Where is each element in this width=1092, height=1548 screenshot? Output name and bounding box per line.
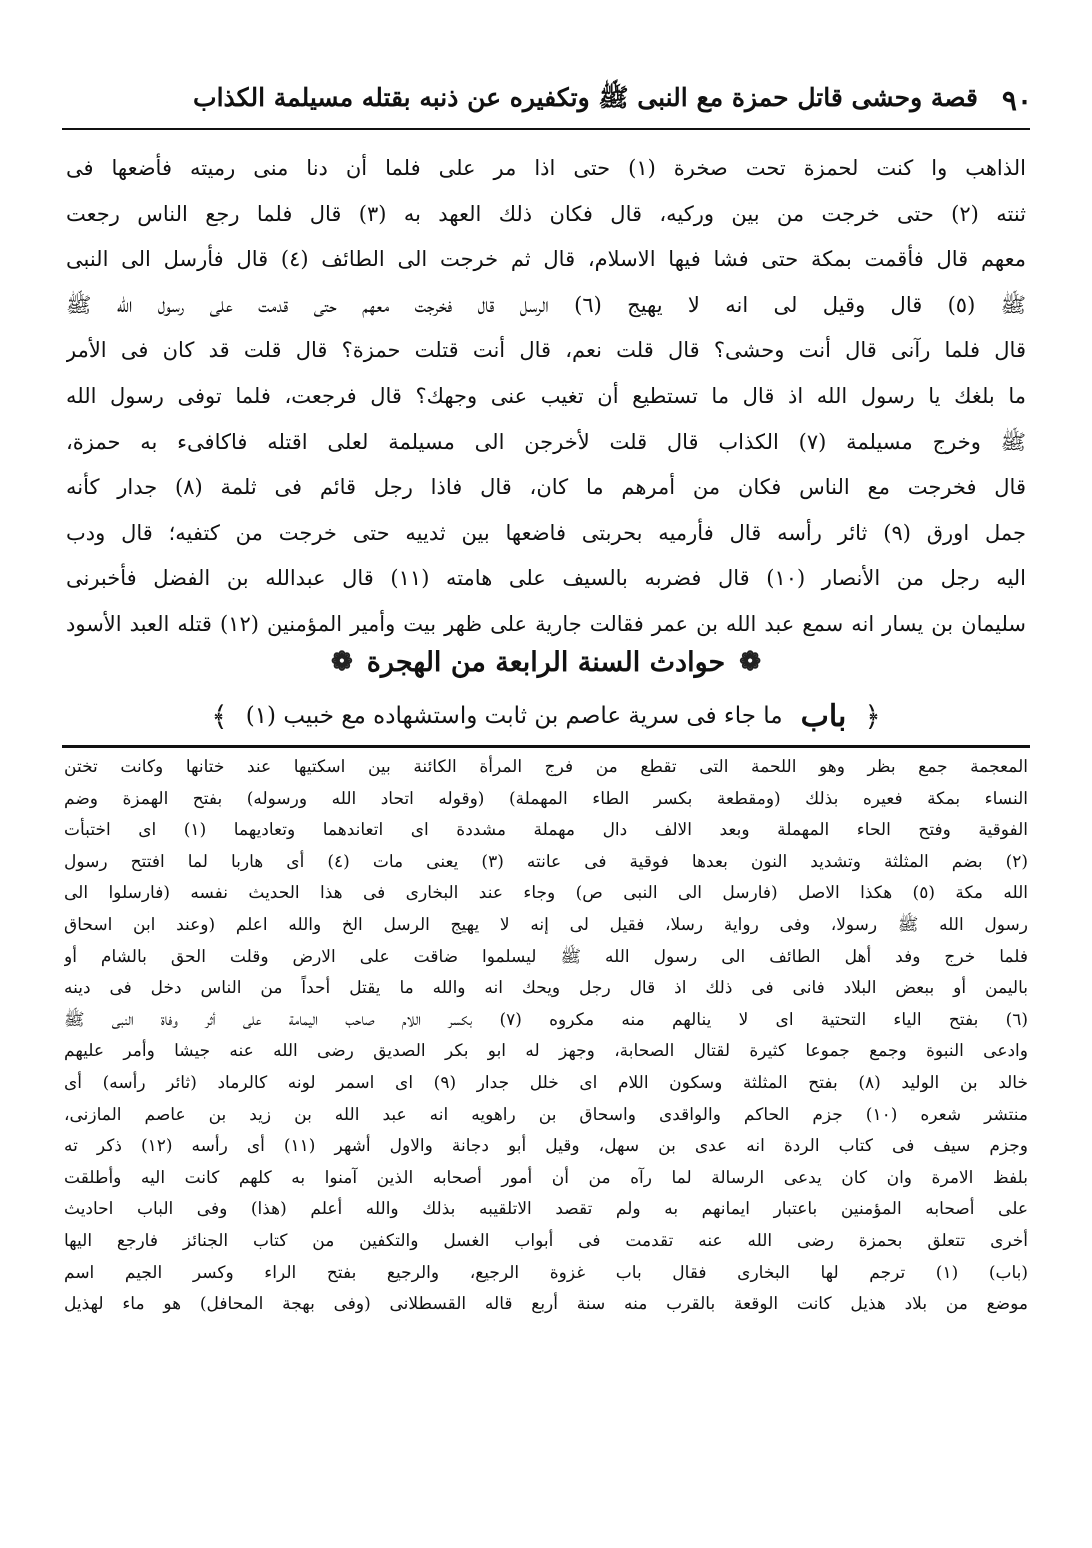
chapter-label: باب — [800, 698, 847, 734]
footnote-line: وادعى النبوة وجمع جموعا كثيرة لقتال الصحابة، وجهز له ابو بكر الصديق رضى الله عنه جيشا وأمر عليهم — [64, 1041, 1028, 1062]
brace-right-icon: ﴿ — [864, 699, 881, 733]
main-text-line: ﷺ وخرج مسيلمة (٧) الكذاب قال قلت لأخرجن الى مسيلمة لعلى اقتله فاكافىء به حمزة، — [66, 429, 1026, 454]
section-heading — [66, 640, 1026, 684]
ornament-right-icon: ❁ — [739, 647, 762, 677]
footnotes-block — [64, 752, 1028, 1321]
footnote-line: أخرى تتعلق بحمزة رضى الله عنه تقدمت فى أبواب الغسل والتكفين من كتاب الجنائز فارجع اليها — [64, 1230, 1028, 1251]
header-rule — [62, 128, 1030, 130]
page-number: ٩٠ — [1001, 83, 1032, 117]
footnote-rule — [62, 745, 1030, 748]
main-text-line: ﷺ (٥) قال وقيل لى انه لا يهيج (٦) الرسل قال فخرجت معهم حتى قدمت على رسول الله ﷺ — [66, 292, 1026, 317]
footnote-line: رسول الله ﷺ رسولا، وفى رواية رسلا، فقيل لى إنه لا يهيج الرسل الخ والله اعلم (وعند ابن اسحاق — [64, 914, 1028, 935]
footnote-line: منتشر شعره (١٠) جزم الحاكم والواقدى واسحاق بن راهويه انه عبد الله بن زيد بن عاصم المازنى، — [64, 1104, 1028, 1125]
footnote-line: الله مكة (٥) هكذا الاصل (فارسل الى النبى ص) وجاء عند البخارى فى هذا الحديث نفسه (فارسلوا الى — [64, 883, 1028, 904]
running-header — [90, 78, 1032, 122]
footnote-line: على أصحابه المؤمنين باعتبار ايمانهم به ولم تقصد الاتلقيبه بذلك والله أعلم (هذا) وفى الباب احاديث — [64, 1199, 1028, 1220]
main-text-line: قال فخرجت مع الناس فكان من أمرهم ما كان، قال فاذا رجل قائم فى ثلمة (٨) جدار كأنه — [66, 475, 1026, 500]
main-text-line: اليه رجل من الأنصار (١٠) قال فضربه بالسيف على هامته (١١) قال عبدالله بن الفضل فأخبرنى — [66, 566, 1026, 591]
brace-left-icon: ﴾ — [211, 699, 228, 733]
footnote-line: النساء بمكة فعيره بذلك (ومقطعة بكسر الطاء المهملة) (وقوله اتحاد الله ورسوله) بفتح الهمزة وضم — [64, 788, 1028, 809]
footnote-line: وجزم سيف فى كتاب الردة انه عدى بن سهل، وقيل أبو دجانة والاول أشهر (١١) أى رأسه (١٢) ذكر ته — [64, 1136, 1028, 1157]
main-text-line: ما بلغك يا رسول الله اذ قال ما تستطيع أن تغيب عنى وجهك؟ قال فرجعت، فلما توفى رسول الله — [66, 383, 1026, 408]
main-text-line: قال فلما رآنى قال أنت وحشى؟ قال قلت نعم، قال أنت قتلت حمزة؟ قال قلت قد كان فى الأمر — [66, 338, 1026, 363]
footnote-line: بلفظ الامرة وان كان يدعى الرسالة لما رآه من أن أمور أصحابه الذين آمنوا به كلهم كانت اليه وأطلقت — [64, 1167, 1028, 1188]
main-text-line: جمل اورق (٩) ثائر رأسه قال فأرميه بحربتى فاضعها بين ثدييه حتى خرجت من كتفيه؛ قال ودب — [66, 520, 1026, 545]
chapter-title: ما جاء فى سرية عاصم بن ثابت واستشهاده مع خبيب (١) — [245, 703, 783, 729]
section-heading-text: حوادث السنة الرابعة من الهجرة — [366, 646, 726, 678]
footnote-line: موضع من بلاد هذيل كانت الوقعة بالقرب منه سنة أربع قاله القسطلانى (وفى بهجة المحافل) هو ماء لهذيل — [64, 1294, 1028, 1315]
chapter-heading — [66, 694, 1026, 738]
running-title: قصة وحشى قاتل حمزة مع النبى ﷺ وتكفيره عن ذنبه بقتله مسيلمة الكذاب — [193, 82, 978, 112]
footnote-line: (٦) بفتح الياء التحتية اى لا ينالهم منه مكروه (٧) بكسر اللام صاحب اليمامة على أثر وفاة النبى ﷺ — [64, 1009, 1028, 1030]
footnote-line: (باب) (١) ترجم لها البخارى فقال باب غزوة الرجيع، والرجيع بفتح الراء وكسر الجيم اسم — [64, 1262, 1028, 1283]
main-text-line: الذاهب وا كنت لحمزة تحت صخرة (١) حتى اذا مر على فلما أن دنا منى رميته فأضعها فى — [66, 156, 1026, 180]
footnote-line: الفوقية وفتح الحاء المهملة وبعد الالف دال مهملة مشددة اى اتعاندهما وتعاديهما (١) اى اختبأت — [64, 820, 1028, 841]
main-text-line: سليمان بن يسار انه سمع عبد الله بن عمر فقالت جارية على ظهر بيت وأمير المؤمنين (١٢) قتله العبد الأسود — [66, 611, 1026, 636]
main-text-line: معهم قال فأقمت بمكة حتى فشا فيها الاسلام، قال ثم خرجت الى الطائف (٤) قال فأرسل الى النبى — [66, 247, 1026, 272]
main-text-block — [66, 146, 1026, 648]
footnote-line: المعجمة جمع بظر وهو اللحمة التى تقطع من فرج المرأة الكائنة بين اسكتيها عند ختانها وكانت تختن — [64, 757, 1028, 777]
footnote-line: فلما خرج وفد أهل الطائف الى رسول الله ﷺ ليسلموا ضاقت على الارض وقلت الحق بالشام أو — [64, 946, 1028, 967]
footnote-line: خالد بن الوليد (٨) بفتح المثلثة وسكون اللام اى خلل جدار (٩) اى اسمر لونه كالرماد (ثائر رأسه) أى — [64, 1072, 1028, 1093]
main-text-line: ثنته (٢) حتى خرجت من بين وركيه، قال فكان ذلك العهد به (٣) قال فلما رجع الناس رجعت — [66, 201, 1026, 226]
ornament-left-icon: ❁ — [330, 647, 353, 677]
footnote-line: (٢) بضم المثلثة وتشديد النون بعدها فوقية فى عانته (٣) يعنى مات (٤) أى هاربا لما افتتح رسول — [64, 851, 1028, 872]
footnote-line: باليمن أو ببعض البلاد فانى فى ذلك اذ قال رجل ويحك انه والله ما يقتل أحداً من الناس دخل فى دينه — [64, 978, 1028, 999]
